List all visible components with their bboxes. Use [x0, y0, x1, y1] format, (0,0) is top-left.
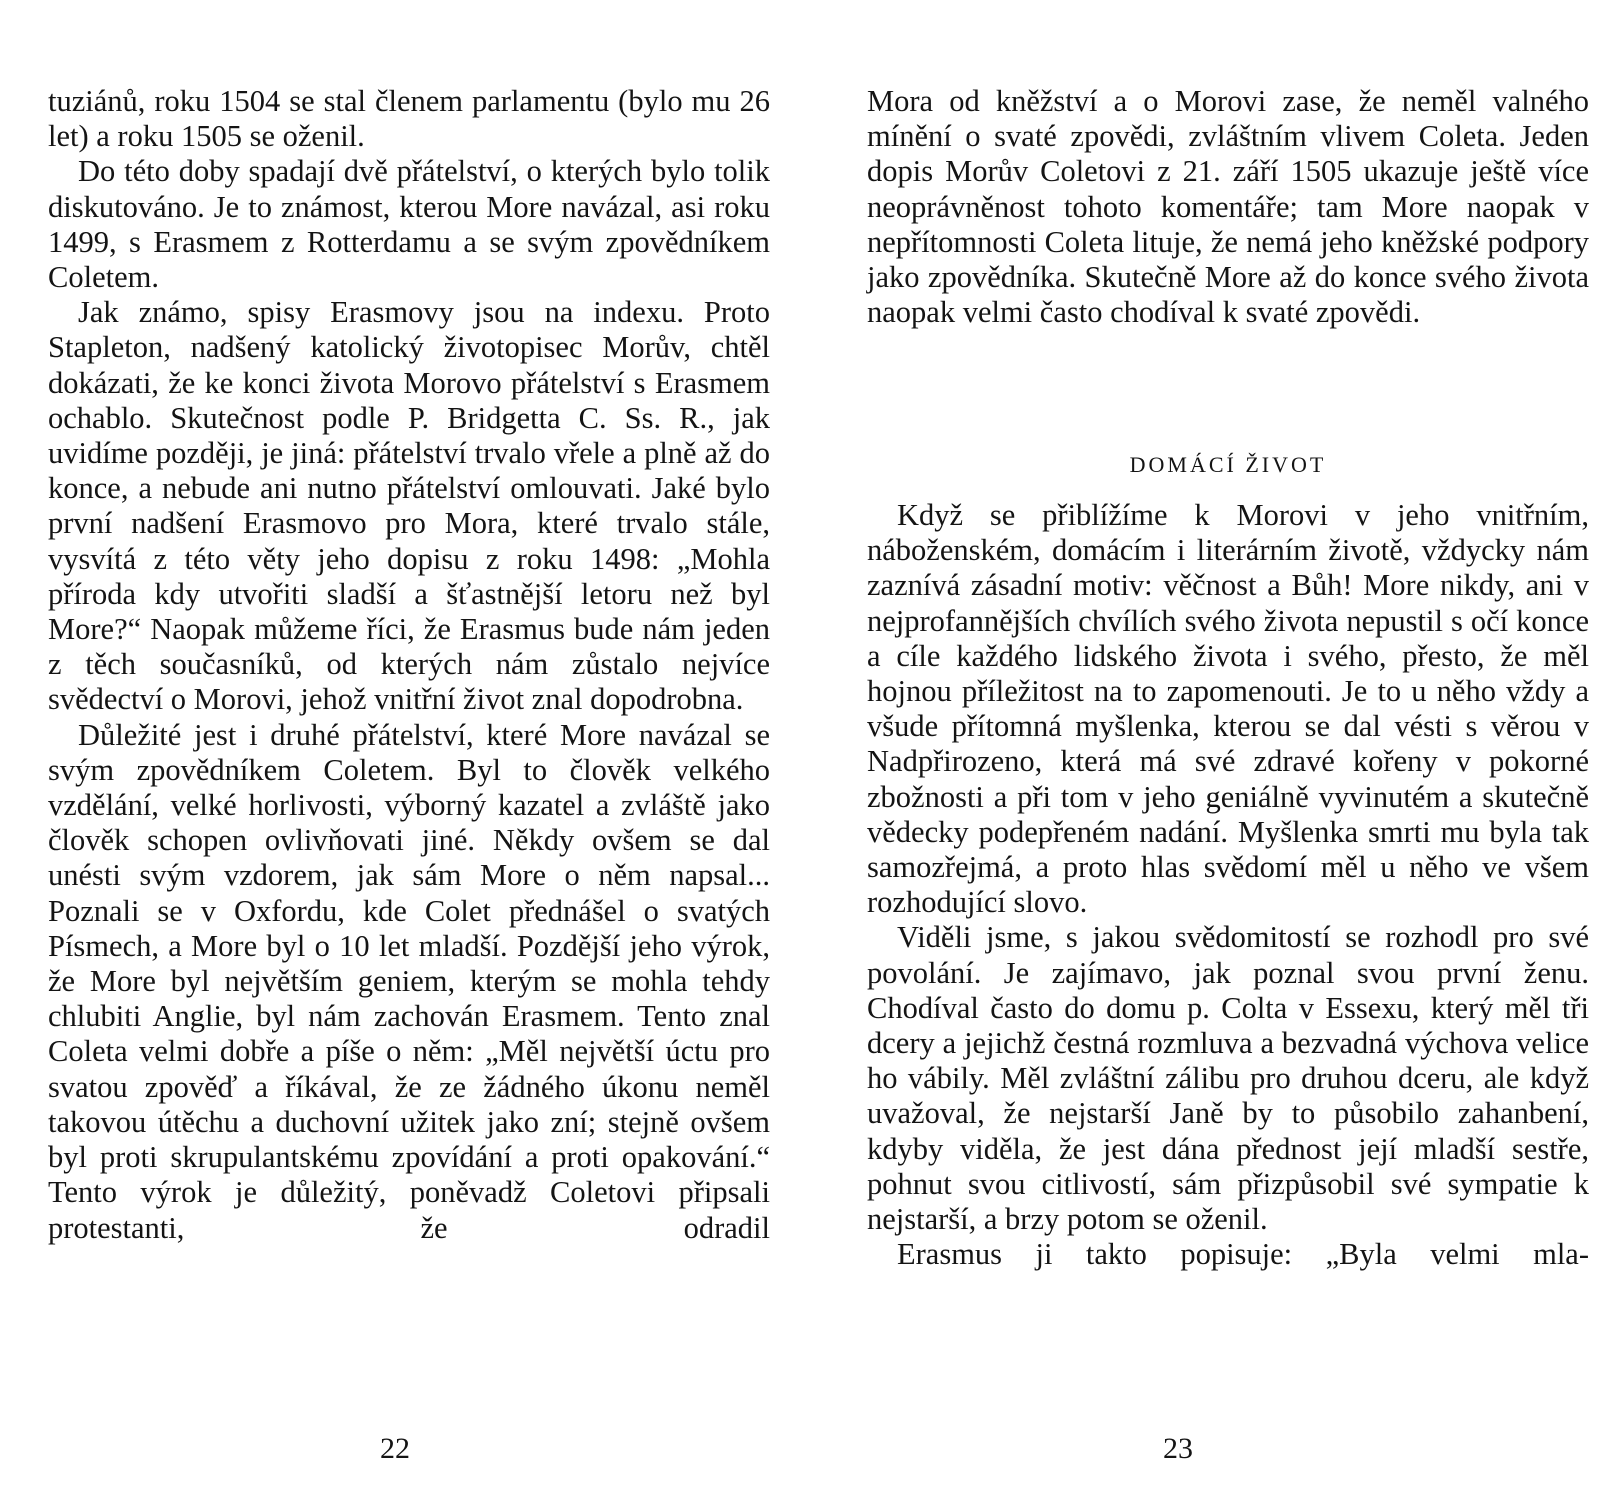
right-page	[809, 0, 1618, 1500]
paragraph: Do této doby spadají dvě přátelství, o kterých bylo tolik diskutováno. Je to známost, kterou More navázal, asi roku 1499, s Erasmem z Rotterdamu a se svým zpovědníkem Coletem.	[48, 154, 770, 295]
section-heading: DOMÁCÍ ŽIVOT	[1129, 452, 1327, 477]
left-text-column	[48, 84, 770, 1246]
paragraph: Erasmus ji takto popisuje: „Byla velmi mla-	[897, 1237, 1589, 1272]
right-text-column-top	[867, 84, 1589, 330]
paragraph: Viděli jsme, s jakou svědomitostí se rozhodl pro své povolání. Je zajímavo, jak poznal svou první ženu. Chodíval často do domu p. Colta v Essexu, který měl tři dcery a jejichž čestná rozmluva a bezvadná výchova velice ho vábily. Měl zvláštní zálibu pro druhou dceru, ale když uvažoval, že nejstarší Janě by to působilo zahanbení, kdyby viděla, že jest dána přednost její mladší sestře, pohnut svou citlivostí, sám přizpůsobil své sympatie k nejstarší, a brzy potom se oženil.	[867, 920, 1589, 1237]
paragraph: Důležité jest i druhé přátelství, které More navázal se svým zpovědníkem Coletem. Byl to člověk velkého vzdělání, velké horlivosti, výborný kazatel a zvláště jako člověk schopen ovlivňovati jiné. Někdy ovšem se dal unésti svým vzdorem, jak sám More o něm napsal... Poznali se v Oxfordu, kde Colet přednášel o svatých Písmech, a More byl o 10 let mladší. Pozdější jeho výrok, že More byl největším geniem, kterým se mohla tehdy chlubiti Anglie, byl nám zachován Erasmem. Tento znal Coleta velmi dobře a píše o něm: „Měl největší úctu pro svatou zpověď a říkával, že ze žádného úkonu neměl takovou útěchu a duchovní užitek jako zní; stejně ovšem byl proti skrupulantskému zpovídání a proti opakování.“ Tento výrok je důležitý, poněvadž Coletovi připsali protestanti, že odradil	[48, 717, 770, 1245]
paragraph: Když se přiblížíme k Morovi v jeho vnitřním, náboženském, domácím i literárním životě, vždycky nám zaznívá zásadní motiv: věčnost a Bůh! More nikdy, ani v nejprofannějších chvílích svého života nepustil s očí konce a cíle každého lidského života i svého, přesto, že měl hojnou příležitost na to zapomenouti. Je to u něho vždy a všude přítomná myšlenka, kterou se dal vésti s věrou v Nadpřirozeno, která má své zdravé kořeny v pokorné zbožnosti a při tom v jeho geniálně vyvinutém a skutečně vědecky podepřeném nadání. Myšlenka smrti mu byla tak samozřejmá, a proto hlas svědomí měl u něho ve všem rozhodující slovo.	[867, 498, 1589, 920]
paragraph: tuziánů, roku 1504 se stal členem parlamentu (bylo mu 26 let) a roku 1505 se oženil.	[48, 84, 770, 154]
paragraph: Jak známo, spisy Erasmovy jsou na indexu. Proto Stapleton, nadšený katolický životopisec Morův, chtěl dokázati, že ke konci života Morovo přátelství s Erasmem ochablo. Skutečnost podle P. Bridgetta C. Ss. R., jak uvidíme později, je jiná: přátelství trvalo vřele a plně až do konce, a nebude ani nutno přátelství omlouvati. Jaké bylo první nadšení Erasmovo pro Mora, které trvalo stále, vysvítá z této věty jeho dopisu z roku 1498: „Mohla příroda kdy utvořiti sladší a šťastnější letoru než byl More?“ Naopak můžeme říci, že Erasmus bude nám jeden z těch současníků, od kterých nám zůstalo nejvíce svědectví o Morovi, jehož vnitřní život znal dopodrobna.	[48, 295, 770, 717]
paragraph: Mora od kněžství a o Morovi zase, že neměl valného mínění o svaté zpovědi, zvláštním vlivem Coleta. Jeden dopis Morův Coletovi z 21. září 1505 ukazuje ještě více neoprávněnost tohoto komentáře; tam More naopak v nepřítomnosti Coleta lituje, že nemá jeho kněžské podpory jako zpovědníka. Skutečně More až do konce svého života naopak velmi často chodíval k svaté zpovědi.	[867, 84, 1589, 330]
page-number: 22	[380, 1432, 410, 1465]
right-text-column	[867, 498, 1589, 1272]
page-number: 23	[1163, 1432, 1193, 1465]
